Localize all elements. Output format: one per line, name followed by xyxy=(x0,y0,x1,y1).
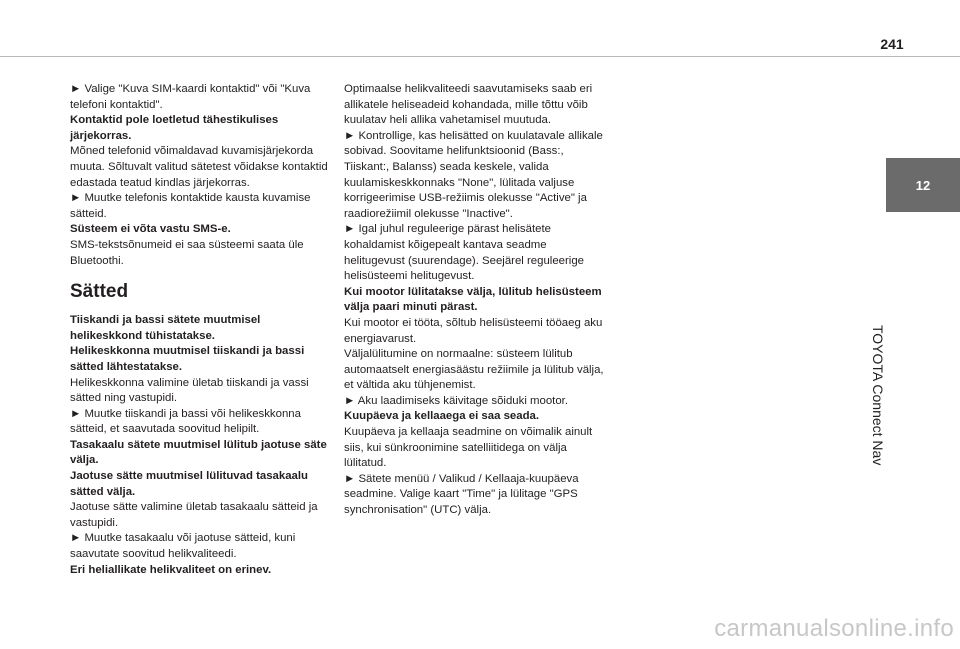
question-heading: Tasakaalu sätete muutmisel lülitub jaotuse säte välja. xyxy=(70,438,327,467)
paragraph: ► Aku laadimiseks käivitage sõiduki mootor. xyxy=(344,394,569,407)
paragraph: SMS-tekstsõnumeid ei saa süsteemi saata üle Bluetoothi. xyxy=(70,238,304,267)
paragraph: Optimaalse helikvaliteedi saavutamiseks saab eri allikatele heliseadeid kohandada, mille tõttu võib kuulatav heli allika vahetamisel muutuda. xyxy=(344,83,593,127)
question-heading: Süsteem ei võta vastu SMS-e. xyxy=(70,223,231,236)
chapter-title: TOYOTA Connect Nav xyxy=(870,325,886,466)
paragraph: ► Muutke tasakaalu või jaotuse sätteid, kuni saavutate soovitud helikvaliteedi. xyxy=(70,532,296,561)
question-heading: Tiiskandi ja bassi sätete muutmisel helikeskkond tühistatakse. xyxy=(70,314,261,342)
paragraph: ► Sätete menüü / Valikud / Kellaaja-kuupäeva seadmine. Valige kaart "Time" ja lülitage "GPS synchronisation" (UTC) välja. xyxy=(344,472,579,517)
paragraph: ► Valige "Kuva SIM-kaardi kontaktid" või "Kuva telefoni kontaktid". xyxy=(70,83,311,111)
right-column xyxy=(344,82,604,519)
question-heading: Kui mootor lülitatakse välja, lülitub helisüsteem välja paari minuti pärast. xyxy=(344,285,602,314)
paragraph: Kuupäeva ja kellaaja seadmine on võimalik ainult siis, kui sünkroonimine satelliitidega on välja lülitatud. xyxy=(344,426,593,470)
question-heading: Eri heliallikate helikvaliteet on erinev. xyxy=(70,563,272,576)
paragraph: ► Muutke telefonis kontaktide kausta kuvamise sätteid. xyxy=(70,192,311,220)
paragraph: Mõned telefonid võimaldavad kuvamisjärjekorda muuta. Sõltuvalt valitud sätetest võidakse kontaktid edastada teatud kindlas järjekorras. xyxy=(70,145,328,189)
page-number: 241 xyxy=(880,36,904,52)
paragraph: ► Muutke tiiskandi ja bassi või helikeskkonna sätteid, et saavutada soovitud helipilt. xyxy=(70,407,301,436)
paragraph: ► Igal juhul reguleerige pärast helisätete kohaldamist kõigepealt kantava seadme helitugevust (suurendage). Seejärel reguleerige helisüsteemi helitugevust. xyxy=(344,223,584,283)
chapter-tab xyxy=(886,158,960,212)
question-heading: Jaotuse sätte muutmisel lülituvad tasakaalu sätted välja. xyxy=(70,470,309,498)
paragraph: Jaotuse sätte valimine ületab tasakaalu sätteid ja vastupidi. xyxy=(70,501,318,529)
chapter-number: 12 xyxy=(915,177,931,193)
paragraph: Kui mootor ei tööta, sõltub helisüsteemi tööaeg aku energiavarust. xyxy=(344,316,603,345)
paragraph: Väljalülitumine on normaalne: süsteem lülitub automaatselt energiasäästu režiimile ja lülitub välja, et vältida aku tühjenemist. xyxy=(344,348,604,392)
paragraph: ► Kontrollige, kas helisätted on kuulatavale allikale sobivad. Soovitame helifunktsioonid (Bass:, Tiiskant:, Balanss) seada keskele, valida kuulamiskeskkonnaks "None", lülitada valjuse korrigeerimise USB-režiimis olekusse "Active" ja raadiorežiimil olekusse "Inactive". xyxy=(344,129,603,220)
header-rule xyxy=(0,56,960,57)
paragraph: Helikeskkonna valimine ületab tiiskandi ja vassi sätted ning vastupidi. xyxy=(70,376,309,405)
question-heading: Helikeskkonna muutmisel tiiskandi ja bassi sätted lähtestatakse. xyxy=(70,345,305,373)
section-heading: Sätted xyxy=(70,281,129,303)
question-heading: Kuupäeva ja kellaaega ei saa seada. xyxy=(344,410,540,423)
watermark: carmanualsonline.info xyxy=(714,615,954,642)
question-heading: Kontaktid pole loetletud tähestikulises järjekorras. xyxy=(70,114,279,142)
left-column xyxy=(70,82,328,578)
